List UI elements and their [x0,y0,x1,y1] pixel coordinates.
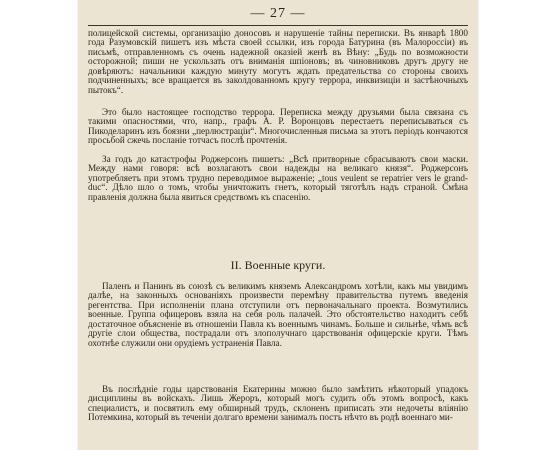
paragraph-text: Это было настоящее господство террора. Переписка между друзьями была связана съ такими опасностями, что, напр., графъ А. Р. Воронцовъ перестаетъ переписываться съ Пикоделаринъ изъ боязни „перлюстраціи“. Многочисленныя письма за этотъ періодъ кончаются просьбой сжечь посланіе тотчасъ послѣ прочтенія. [88,107,468,146]
book-page [78,0,478,450]
paragraph-catherine [88,385,468,423]
paragraph-text: Въ послѣдніе годы царствованія Екатерины можно было замѣтить нѣкоторый упадокъ дисциплины въ войскахъ. Лишь Жероръ, который могъ судить объ этомъ вопросѣ, какъ специалистъ, и посвятилъ ему обширный трудъ, склоненъ приписать эти недочеты вліянію Потемкина, который въ теченіи долгаго времени занималъ постъ нѣчто въ родѣ военнаго ми- [88,384,468,423]
paragraph-text: За годъ до катастрофы Роджерсонъ пишетъ: „Всѣ притворные сбрасываютъ свои маски. Между нами говоря: всѣ возлагаютъ свои надежды на великаго князя“. Роджерсонъ употребляетъ при этомъ трудно переводимое выраженіе; „tous veulent se repatrier vers le grand-duc“. Дѣло шло о томъ, чтобы уничтожить гнетъ, который тяготѣлъ надъ страной. Смѣна правленія должна была явиться средствомъ къ спасенію. [88,154,468,202]
header-rule [88,25,468,26]
paragraph-text: полицейской системы, организацію доносовъ и нарушеніе тайны переписки. Въ январѣ 1800 года Разумовскій пишетъ изъ мѣста своей ссылки, изъ города Батурина (въ Малороссіи) въ письмѣ, отправленномъ съ очень надежной оказіей женѣ въ Вѣну: „Будь по возможности осторожной; пиши не ускользать отъ вниманія шпіоновъ; въ чиновниковъ другъ другу не довѣряютъ: начальники каждую минуту могутъ ждать предательства со стороны своихъ подчиненныхъ; все вращается въ заколдованномъ кругу террора, инквизиціи и застѣночныхъ пытокъ“. [88,28,468,95]
page-number: — 27 — [250,6,306,21]
paragraph-rogerson [88,155,468,202]
paragraph-terror [88,108,468,146]
section-heading: II. Военные круги. [230,258,326,272]
paragraph-text: Паленъ и Панинъ въ союзѣ съ великимъ княземъ Александромъ хотѣли, какъ мы увидимъ далѣе, на законныхъ основаніяхъ произвести перемѣну правительства путемъ введенія регентства. При исполненіи плана отступили отъ первоначальнаго проекта. Возмутились военные. Группа офицеровъ взяла на себя роль палачей. Это обстоятельство находитъ себѣ достаточное объясненіе въ отношеніи Павла къ военнымъ чинамъ. Больше и сильнѣе, чѣмъ всѣ другіе слои общества, пострадали отъ злополучнаго царствованія офицерскіе круги. Тѣмъ охотнѣе служили они орудіемъ устраненія Павла. [88,281,468,348]
paragraph-intro [88,29,468,95]
paragraph-palen [88,282,468,348]
